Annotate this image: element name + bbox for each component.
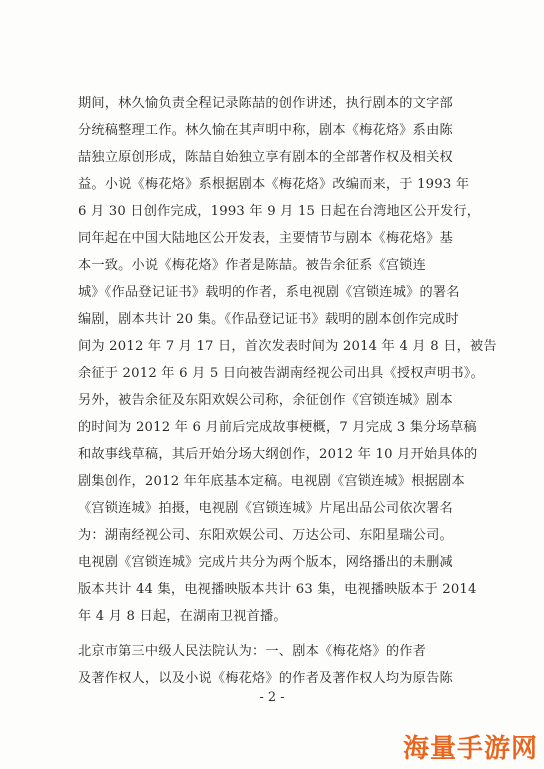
text-line: 北京市第三中级人民法院认为：一、剧本《梅花烙》的作者 (78, 644, 427, 659)
text-line: 城》《作品登记证书》载明的作者，系电视剧《宫锁连城》的署名 (78, 285, 460, 300)
text-line: 的时间为 2012 年 6 月前后完成故事梗概，7 月完成 3 集分场草稿 (78, 420, 477, 435)
text-line: 为：湖南经视公司、东阳欢娱公司、万达公司、东阳星瑞公司。 (78, 528, 453, 543)
text-line: 6 月 30 日创作完成，1993 年 9 月 15 日起在台湾地区公开发行， (78, 204, 481, 219)
text-line: 及著作权人，以及小说《梅花烙》的作者及著作权人均为原告陈 (78, 671, 453, 686)
text-line: 版本共计 44 集，电视播映版本共计 63 集，电视播映版本于 2014 (78, 582, 477, 597)
text-line: 喆独立原创形成，陈喆自始独立享有剧本的全部著作权及相关权 (78, 150, 453, 165)
text-line: 同年起在中国大陆地区公开发表，主要情节与剧本《梅花烙》基 (78, 231, 453, 246)
text-line: 分统稿整理工作。林久愉在其声明中称，剧本《梅花烙》系由陈 (78, 123, 453, 138)
text-line: 余征于 2012 年 6 月 5 日向被告湖南经视公司出具《授权声明书》。 (78, 366, 484, 381)
text-line: 和故事线草稿，其后开始分场大纲创作，2012 年 10 月开始具体的 (78, 447, 478, 462)
site-watermark: 海量手游网 (402, 734, 538, 764)
text-line: 年 4 月 8 日起，在湖南卫视首播。 (78, 609, 287, 624)
text-line: 《宫锁连城》拍摄，电视剧《宫锁连城》片尾出品公司依次署名 (78, 501, 453, 516)
text-line: 期间，林久愉负责全程记录陈喆的创作讲述，执行剧本的文字部 (78, 96, 453, 111)
page-number: - 2 - (259, 690, 285, 705)
text-line: 电视剧《宫锁连城》完成片共分为两个版本，网络播出的未删减 (78, 555, 453, 570)
document-body (78, 90, 498, 692)
text-line: 另外，被告余征及东阳欢娱公司称，余征创作《宫锁连城》剧本 (78, 393, 453, 408)
text-line: 益。小说《梅花烙》系根据剧本《梅花烙》改编而来，于 1993 年 (78, 177, 470, 192)
text-line: 间为 2012 年 7 月 17 日，首次发表时间为 2014 年 4 月 8 日，被告 (78, 339, 497, 354)
text-line: 编剧，剧本共计 20 集。《作品登记证书》载明的剧本创作完成时 (78, 312, 459, 327)
text-line: 本一致。小说《梅花烙》作者是陈喆。被告余征系《宫锁连 (78, 258, 427, 273)
text-line: 剧集创作，2012 年年底基本定稿。电视剧《宫锁连城》根据剧本 (78, 474, 465, 489)
